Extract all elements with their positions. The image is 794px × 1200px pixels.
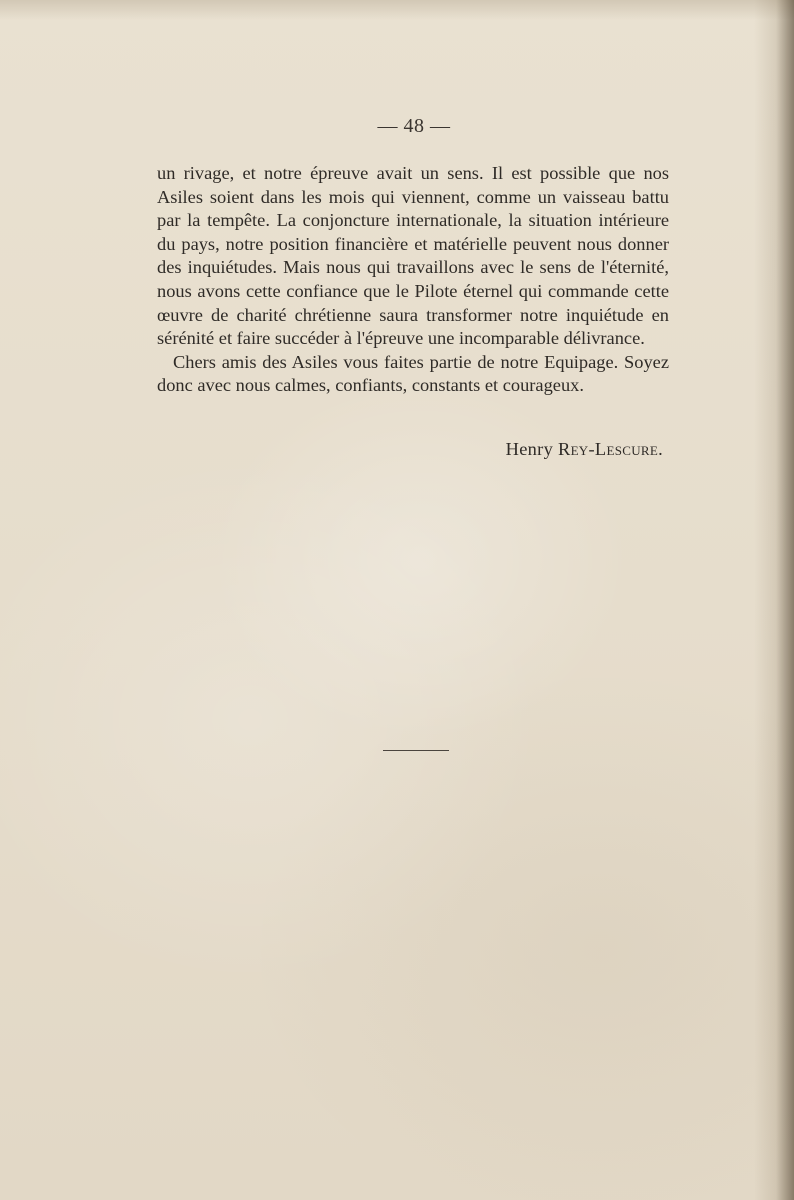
signature [506, 439, 663, 460]
end-rule [383, 750, 449, 751]
signature-last-name: Rey-Lescure. [558, 439, 663, 459]
paragraph-1: un rivage, et notre épreuve avait un sens. Il est possible que nos Asiles soient dans les mois qui viennent, comme un vaisseau battu par la tempête. La conjoncture internationale, la situation intérieure du pays, notre position financière et matérielle peuvent nous donner des inquiétudes. Mais nous qui travaillons avec le sens de l'éternité, nous avons cette confiance que le Pilote éternel qui commande cette œuvre de charité chrétienne saura transformer notre inquiétude en sérénité et faire succéder à l'épreuve une incomparable délivrance. [157, 163, 669, 349]
body-text [157, 162, 669, 398]
page-top-shadow [0, 0, 794, 20]
paragraph-2: Chers amis des Asiles vous faites partie de notre Equipage. Soyez donc avec nous calmes, confiants, constants et courageux. [157, 351, 669, 396]
page-number: — 48 — [377, 115, 451, 137]
page-binding-shadow [754, 0, 794, 1200]
signature-first-name: Henry [505, 439, 554, 459]
